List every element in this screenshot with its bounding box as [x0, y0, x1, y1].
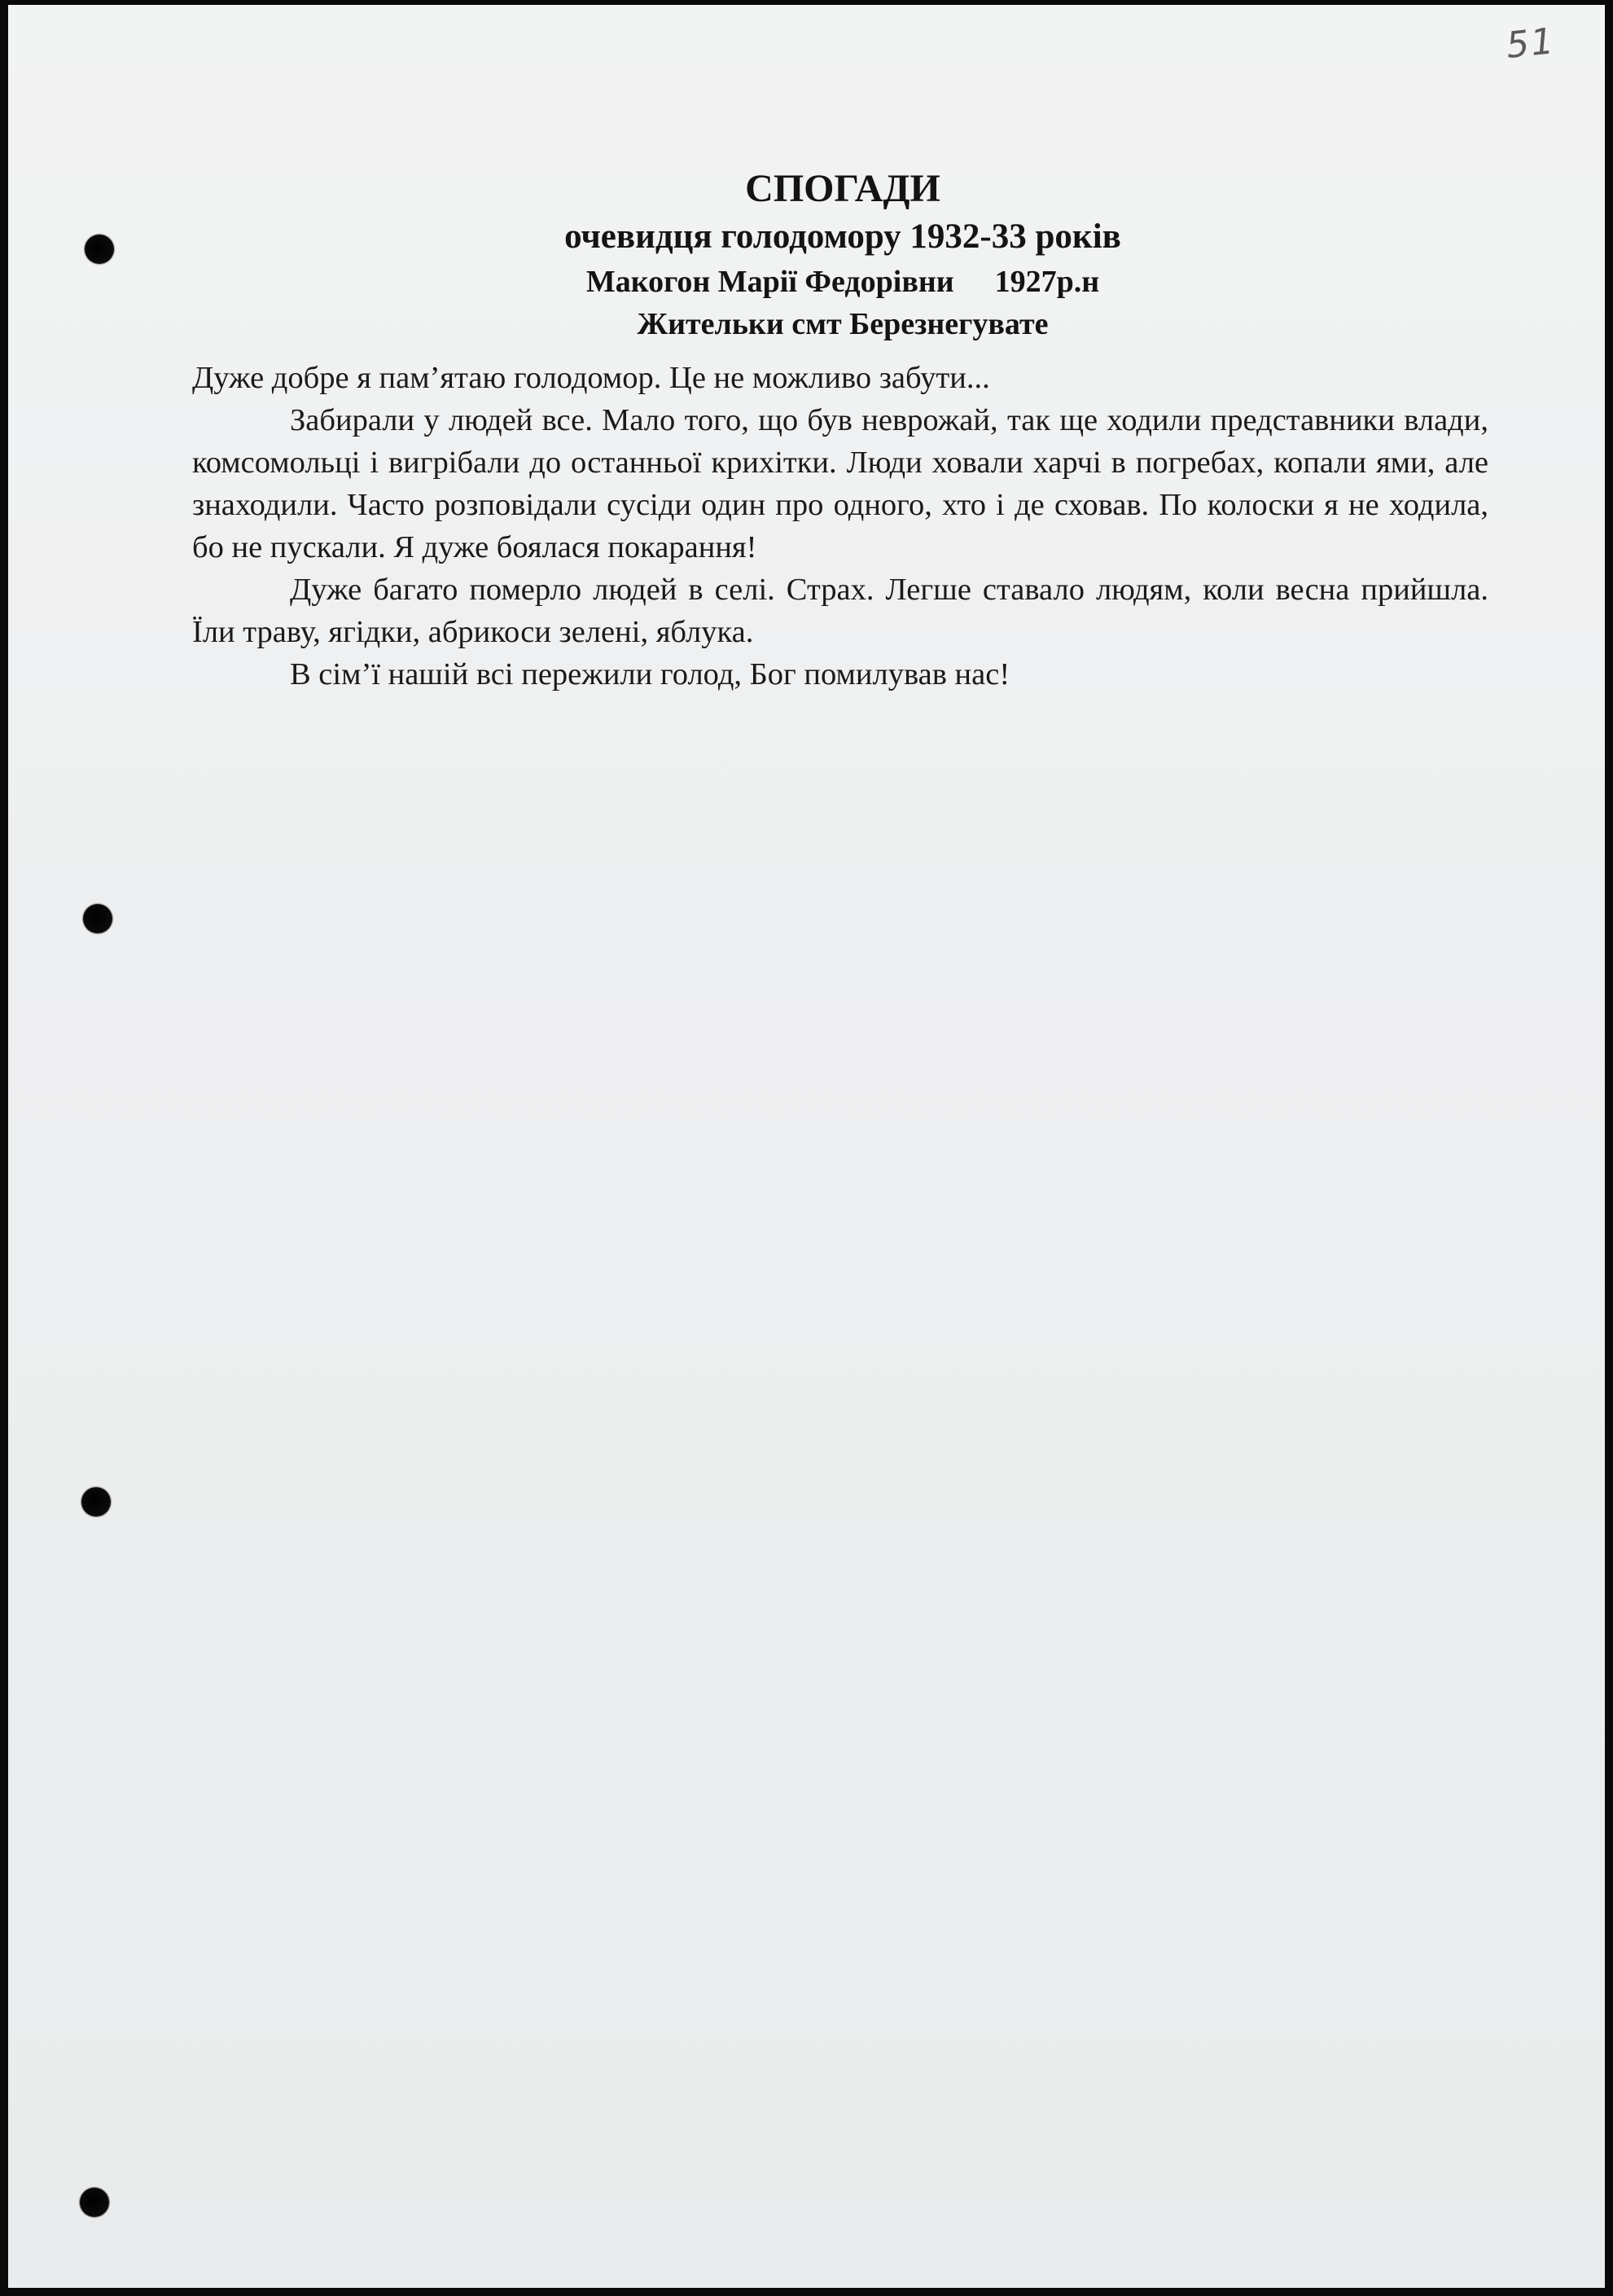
punch-hole [83, 904, 112, 933]
document-header [8, 165, 1605, 345]
handwritten-page-number: 51 [1504, 20, 1558, 67]
document-body [192, 357, 1488, 696]
paragraph: Дуже добре я пам’ятаю голодомор. Це не можливо забути... [192, 361, 990, 395]
witness-name-line [8, 261, 1605, 303]
paragraph: В сім’ї нашій всі пережили голод, Бог помилував нас! [290, 657, 1010, 691]
document-title: СПОГАДИ [745, 167, 940, 210]
document-page [8, 5, 1605, 2288]
witness-birth-year: 1927р.н [994, 265, 1100, 299]
paragraph: Забирали у людей все. Мало того, що був неврожай, так ще ходили представники влади, комсомольці і вигрібали до останньої крихітки. Люди ховали харчі в погребах, копали ями, але знаходили. Часто розповідали сусіди один про одного, хто і де сховав. По колоски я не ходила, бо не пускали. Я дуже боялася покарання! [192, 403, 1488, 564]
witness-residence: Жительки смт Березнегувате [637, 307, 1049, 341]
document-subtitle: очевидця голодомору 1932-33 років [564, 217, 1121, 256]
punch-hole [81, 1487, 111, 1517]
paragraph: Дуже багато померло людей в селі. Страх. Легше ставало людям, коли весна прийшла. Їли траву, ягідки, абрикоси зелені, яблука. [192, 573, 1488, 649]
punch-hole [80, 2188, 109, 2217]
witness-name: Макогон Марії Федорівни [585, 265, 954, 299]
